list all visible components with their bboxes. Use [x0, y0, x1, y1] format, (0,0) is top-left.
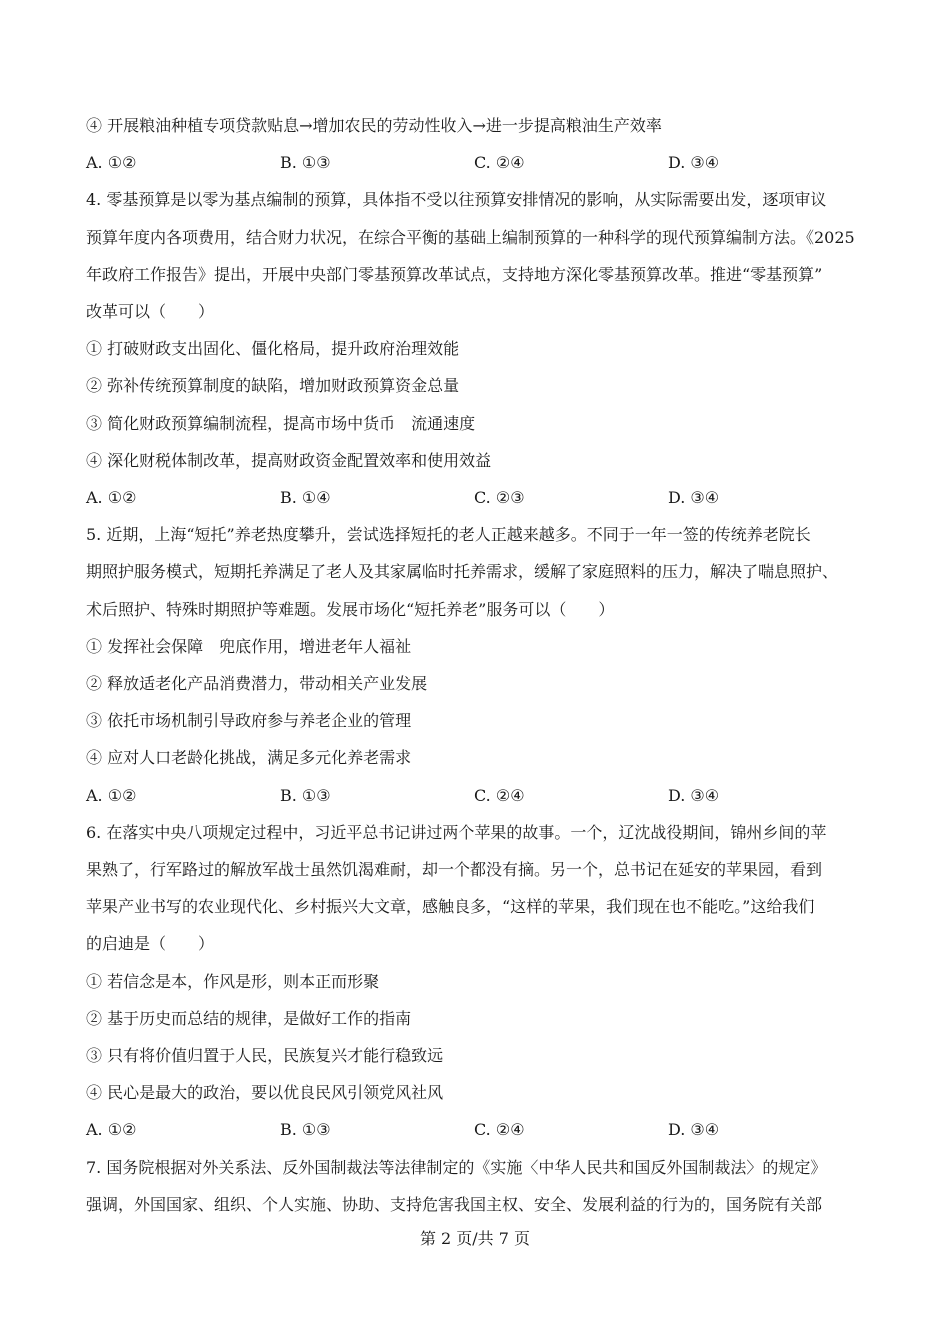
q5-item-4: ④ 应对人口老龄化挑战，满足多元化养老需求: [86, 748, 412, 768]
q7-stem-line-1: 7. 国务院根据对外关系法、反外国制裁法等法律制定的《实施〈中华人民共和国反外国制裁法〉的规定》: [86, 1157, 827, 1177]
q5-stem-line-3: 术后照护、特殊时期照护等难题。发展市场化“短托养老”服务可以（ ）: [86, 599, 615, 619]
q6-option-b: B. ①③: [280, 1120, 331, 1140]
q4-stem-line-3: 年政府工作报告》提出，开展中央部门零基预算改革试点，支持地方深化零基预算改革。推进“零基预算”: [86, 264, 823, 284]
q5-item-3: ③ 依托市场机制引导政府参与养老企业的管理: [86, 711, 412, 731]
q6-stem-line-4: 的启迪是（ ）: [86, 934, 215, 954]
q5-option-d: D. ③④: [668, 785, 720, 805]
q4-option-b: B. ①④: [280, 488, 331, 508]
q4-option-d: D. ③④: [668, 488, 720, 508]
q5-option-a: A. ①②: [86, 785, 137, 805]
q3-option-c: C. ②④: [474, 153, 525, 173]
q6-option-c: C. ②④: [474, 1120, 525, 1140]
q6-item-4: ④ 民心是最大的政治，要以优良民风引领党风社风: [86, 1083, 444, 1103]
q4-item-1: ① 打破财政支出固化、僵化格局，提升政府治理效能: [86, 339, 460, 359]
q3-item-4: ④ 开展粮油种植专项贷款贴息→增加农民的劳动性收入→进一步提高粮油生产效率: [86, 116, 662, 135]
q3-options: [86, 144, 866, 181]
q5-option-c: C. ②④: [474, 785, 525, 805]
q4-option-a: A. ①②: [86, 488, 137, 508]
q6-stem-line-3: 苹果产业书写的农业现代化、乡村振兴大文章，感触良多，“这样的苹果，我们现在也不能吃。”这给我们: [86, 897, 815, 917]
q5-options: [86, 777, 866, 814]
q5-option-b: B. ①③: [280, 785, 331, 805]
q6-stem-line-2: 果熟了，行军路过的解放军战士虽然饥渴难耐，却一个都没有摘。另一个，总书记在延安的苹果园，看到: [86, 860, 823, 880]
q5-stem-line-2: 期照护服务模式，短期托养满足了老人及其家属临时托养需求，缓解了家庭照料的压力，解决了喘息照护、: [86, 562, 839, 582]
q6-option-d: D. ③④: [668, 1120, 720, 1140]
q4-item-4: ④ 深化财税体制改革，提高财政资金配置效率和使用效益: [86, 450, 492, 470]
q6-stem-line-1: 6. 在落实中央八项规定过程中，习近平总书记讲过两个苹果的故事。一个，辽沈战役期间，锦州乡间的苹: [86, 822, 827, 842]
q6-item-2: ② 基于历史而总结的规律，是做好工作的指南: [86, 1008, 412, 1028]
q4-options: [86, 479, 866, 516]
q4-option-c: C. ②③: [474, 488, 525, 508]
exam-page-content: [86, 107, 866, 1223]
q6-item-3: ③ 只有将价值归置于人民，民族复兴才能行稳致远: [86, 1046, 444, 1066]
q4-item-2: ② 弥补传统预算制度的缺陷，增加财政预算资金总量: [86, 376, 460, 396]
q5-stem-line-1: 5. 近期，上海“短托”养老热度攀升，尝试选择短托的老人正越来越多。不同于一年一签的传统养老院长: [86, 525, 811, 545]
q3-option-b: B. ①③: [280, 153, 331, 173]
q3-option-d: D. ③④: [668, 153, 720, 173]
q3-option-a: A. ①②: [86, 153, 137, 173]
q5-item-1: ① 发挥社会保障 兜底作用，增进老年人福祉: [86, 636, 412, 656]
q4-stem-line-1: 4. 零基预算是以零为基点编制的预算，具体指不受以往预算安排情况的影响，从实际需要出发，逐项审议: [86, 190, 827, 210]
q5-item-2: ② 释放适老化产品消费潜力，带动相关产业发展: [86, 674, 428, 694]
q6-option-a: A. ①②: [86, 1120, 137, 1140]
q6-item-1: ① 若信念是本，作风是形，则本正而形聚: [86, 971, 380, 991]
q7-stem-line-2: 强调，外国国家、组织、个人实施、协助、支持危害我国主权、安全、发展利益的行为的，国务院有关部: [86, 1194, 823, 1214]
q4-stem-line-4: 改革可以（ ）: [86, 302, 215, 322]
q4-stem-line-2: 预算年度内各项费用，结合财力状况，在综合平衡的基础上编制预算的一种科学的现代预算编制方法。《2025: [86, 227, 855, 247]
q6-options: [86, 1111, 866, 1148]
q4-item-3: ③ 简化财政预算编制流程，提高市场中货币 流通速度: [86, 413, 476, 433]
page-footer: 第 2 页/共 7 页: [419, 1229, 531, 1248]
